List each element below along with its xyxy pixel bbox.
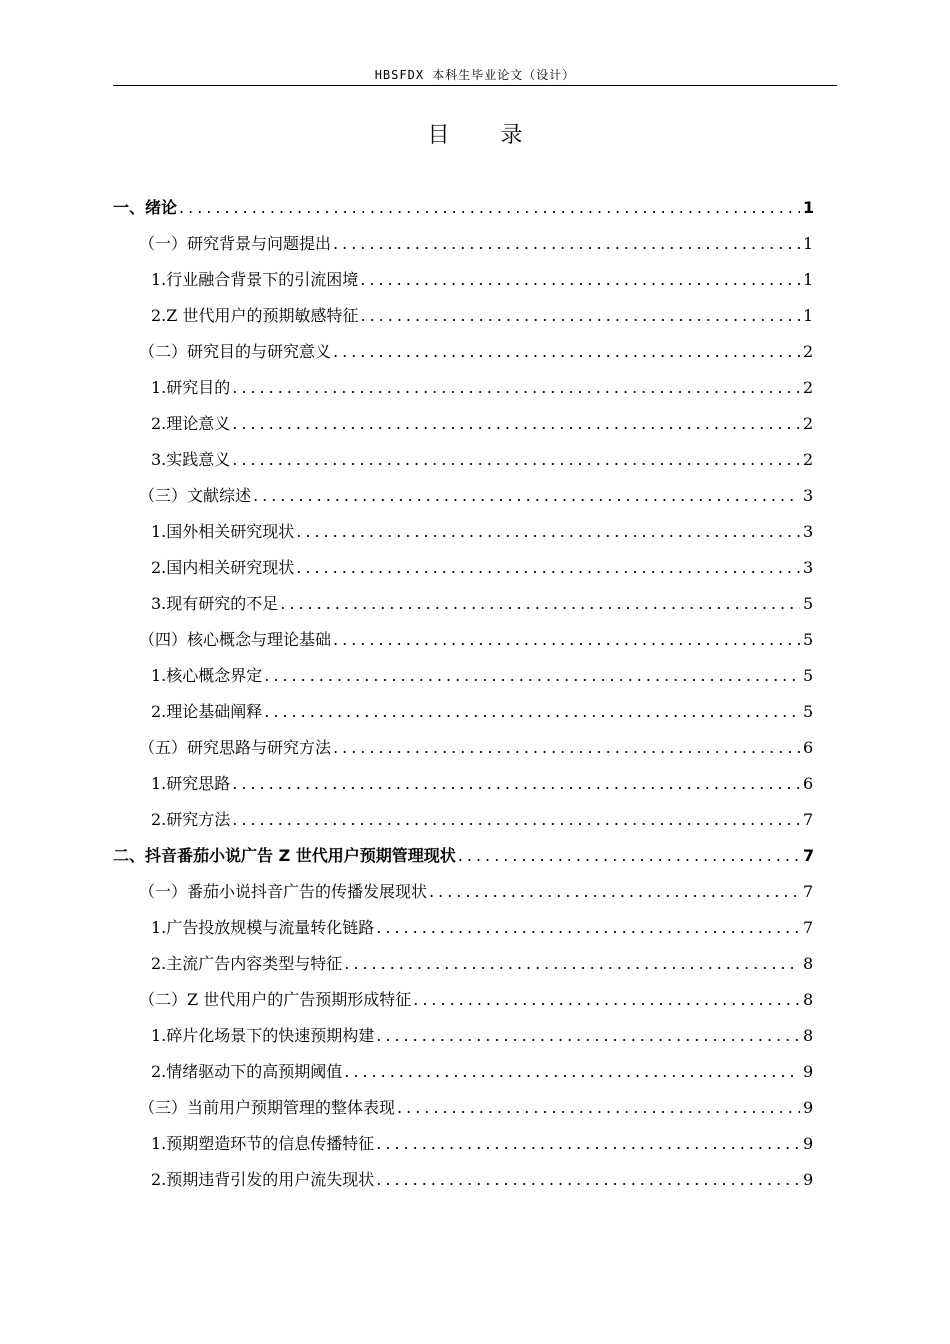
toc-entry-label: 预期塑造环节的信息传播特征 [166,1134,375,1153]
toc-entry[interactable] [113,694,813,730]
toc-dot-leader [413,982,800,1018]
toc-dot-leader [232,406,800,442]
toc-entry-label: 现有研究的不足 [166,594,279,613]
toc-dot-leader [360,262,800,298]
toc-entry[interactable] [113,766,813,802]
toc-entry[interactable] [113,910,813,946]
toc-entry-label: 预期违背引发的用户流失现状 [166,1170,375,1189]
toc-entry-number: 1. [151,378,167,397]
toc-entry[interactable] [113,1090,813,1126]
toc-entry-number: 2. [151,306,167,325]
toc-entry[interactable] [113,1126,813,1162]
toc-entry-number: 1. [151,1134,167,1153]
toc-dot-leader [360,298,800,334]
toc-dot-leader [264,694,800,730]
toc-entry-number: 2. [151,558,167,577]
toc-entry-label: 实践意义 [166,450,231,469]
toc-entry-page-number: 3 [803,558,814,577]
toc-entry-label: 情绪驱动下的高预期阈值 [166,1062,343,1081]
toc-entry-label: 广告投放规模与流量转化链路 [166,918,375,937]
toc-dot-leader [232,370,800,406]
toc-entry-page-number: 2 [803,378,814,397]
toc-entry-page-number: 8 [803,990,814,1009]
toc-entry-number: 2. [151,1062,167,1081]
toc-dot-leader [264,658,800,694]
toc-entry-label: 主流广告内容类型与特征 [166,954,343,973]
toc-entry-page-number: 1 [803,306,814,325]
toc-dot-leader [232,802,800,838]
toc-entry-number: 1. [151,918,167,937]
toc-dot-leader [376,910,800,946]
toc-entry[interactable] [113,262,813,298]
toc-entry-number: （一） [139,882,188,901]
toc-dot-leader [333,226,800,262]
toc-dot-leader [232,442,800,478]
toc-entry[interactable] [113,1162,813,1198]
toc-entry-number: （三） [139,486,188,505]
toc-dot-leader [376,1018,800,1054]
toc-dot-leader [333,730,800,766]
toc-entry-page-number: 8 [803,1026,814,1045]
toc-entry-label: 绪论 [145,198,178,217]
toc-entry-label: 国外相关研究现状 [166,522,295,541]
toc-entry[interactable] [113,478,813,514]
toc-entry-page-number: 9 [803,1170,814,1189]
toc-entry-number: 2. [151,414,167,433]
toc-entry[interactable] [113,874,813,910]
header-rule [113,85,837,86]
toc-entry-label: 文献综述 [187,486,252,505]
toc-entry-number: （三） [139,1098,188,1117]
toc-entry-label: 研究目的与研究意义 [187,342,332,361]
toc-entry-number: 3. [151,594,167,613]
toc-entry[interactable] [113,982,813,1018]
toc-dot-leader [397,1090,800,1126]
toc-entry[interactable] [113,226,813,262]
toc-dot-leader [376,1162,800,1198]
toc-entry-number: 1. [151,1026,167,1045]
toc-entry-label: 抖音番茄小说广告 Z 世代用户预期管理现状 [145,846,456,865]
toc-entry-page-number: 7 [803,810,814,829]
toc-entry[interactable] [113,802,813,838]
toc-entry-page-number: 5 [803,666,814,685]
toc-entry-page-number: 7 [803,882,814,901]
toc-entry-label: 核心概念界定 [166,666,263,685]
toc-entry-page-number: 1 [803,270,814,289]
toc-entry[interactable] [113,1054,813,1090]
toc-dot-leader [458,838,800,874]
toc-entry-page-number: 3 [803,522,814,541]
toc-entry-label: 研究思路与研究方法 [187,738,332,757]
toc-entry-number: 2. [151,1170,167,1189]
toc-entry-number: （四） [139,630,188,649]
toc-entry-label: 理论基础阐释 [166,702,263,721]
toc-entry-page-number: 5 [803,594,814,613]
toc-dot-leader [296,550,800,586]
toc-dot-leader [280,586,800,622]
toc-entry-page-number: 5 [803,630,814,649]
toc-entry-page-number: 6 [803,774,814,793]
toc-entry-label: 行业融合背景下的引流困境 [166,270,359,289]
toc-entry-page-number: 2 [803,414,814,433]
toc-entry-number: （一） [139,234,188,253]
toc-entry-label: 研究思路 [166,774,231,793]
table-of-contents [113,190,813,1198]
toc-entry-label: Z 世代用户的预期敏感特征 [166,306,359,325]
toc-entry-label: 研究目的 [166,378,231,397]
running-header: HBSFDX 本科生毕业论文（设计） [374,68,576,82]
page-title: 目 录 [427,123,545,148]
toc-entry-page-number: 7 [803,846,815,865]
toc-entry-page-number: 9 [803,1098,814,1117]
toc-entry-page-number: 2 [803,450,814,469]
toc-entry-number: 3. [151,450,167,469]
toc-entry[interactable] [113,550,813,586]
toc-entry-page-number: 1 [803,198,815,217]
toc-entry-number: 二、 [113,846,146,865]
toc-entry-page-number: 5 [803,702,814,721]
toc-dot-leader [179,190,800,226]
toc-entry-page-number: 9 [803,1134,814,1153]
toc-entry-page-number: 8 [803,954,814,973]
toc-dot-leader [333,622,800,658]
toc-entry-label: 理论意义 [166,414,231,433]
toc-entry-page-number: 9 [803,1062,814,1081]
toc-entry[interactable] [113,190,813,226]
toc-entry-label: 研究方法 [166,810,231,829]
toc-dot-leader [376,1126,800,1162]
toc-entry-number: （五） [139,738,188,757]
toc-entry[interactable] [113,838,813,874]
toc-entry[interactable] [113,334,813,370]
toc-entry[interactable] [113,622,813,658]
toc-entry-label: 国内相关研究现状 [166,558,295,577]
toc-dot-leader [344,1054,800,1090]
toc-entry[interactable] [113,442,813,478]
toc-entry[interactable] [113,1018,813,1054]
toc-dot-leader [232,766,800,802]
toc-entry-page-number: 1 [803,234,814,253]
toc-entry[interactable] [113,946,813,982]
toc-entry-number: 1. [151,666,167,685]
toc-entry-label: 番茄小说抖音广告的传播发展现状 [187,882,428,901]
toc-entry[interactable] [113,370,813,406]
toc-entry-number: 1. [151,522,167,541]
toc-dot-leader [429,874,800,910]
toc-entry-label: Z 世代用户的广告预期形成特征 [187,990,412,1009]
toc-entry-number: 2. [151,702,167,721]
toc-entry-page-number: 7 [803,918,814,937]
toc-entry-label: 研究背景与问题提出 [187,234,332,253]
toc-entry[interactable] [113,298,813,334]
toc-entry-page-number: 6 [803,738,814,757]
toc-entry[interactable] [113,586,813,622]
toc-entry[interactable] [113,514,813,550]
toc-entry-number: （二） [139,990,188,1009]
toc-entry-page-number: 2 [803,342,814,361]
toc-dot-leader [296,514,800,550]
toc-entry-number: （二） [139,342,188,361]
toc-entry-label: 核心概念与理论基础 [187,630,332,649]
toc-entry-label: 当前用户预期管理的整体表现 [187,1098,396,1117]
toc-dot-leader [344,946,800,982]
toc-entry[interactable] [113,730,813,766]
toc-dot-leader [333,334,800,370]
toc-entry-page-number: 3 [803,486,814,505]
toc-entry-number: 2. [151,954,167,973]
toc-entry-number: 1. [151,270,167,289]
toc-entry-number: 一、 [113,198,146,217]
toc-entry[interactable] [113,658,813,694]
toc-entry-number: 2. [151,810,167,829]
toc-entry-number: 1. [151,774,167,793]
toc-entry-label: 碎片化场景下的快速预期构建 [166,1026,375,1045]
toc-entry[interactable] [113,406,813,442]
toc-dot-leader [253,478,800,514]
